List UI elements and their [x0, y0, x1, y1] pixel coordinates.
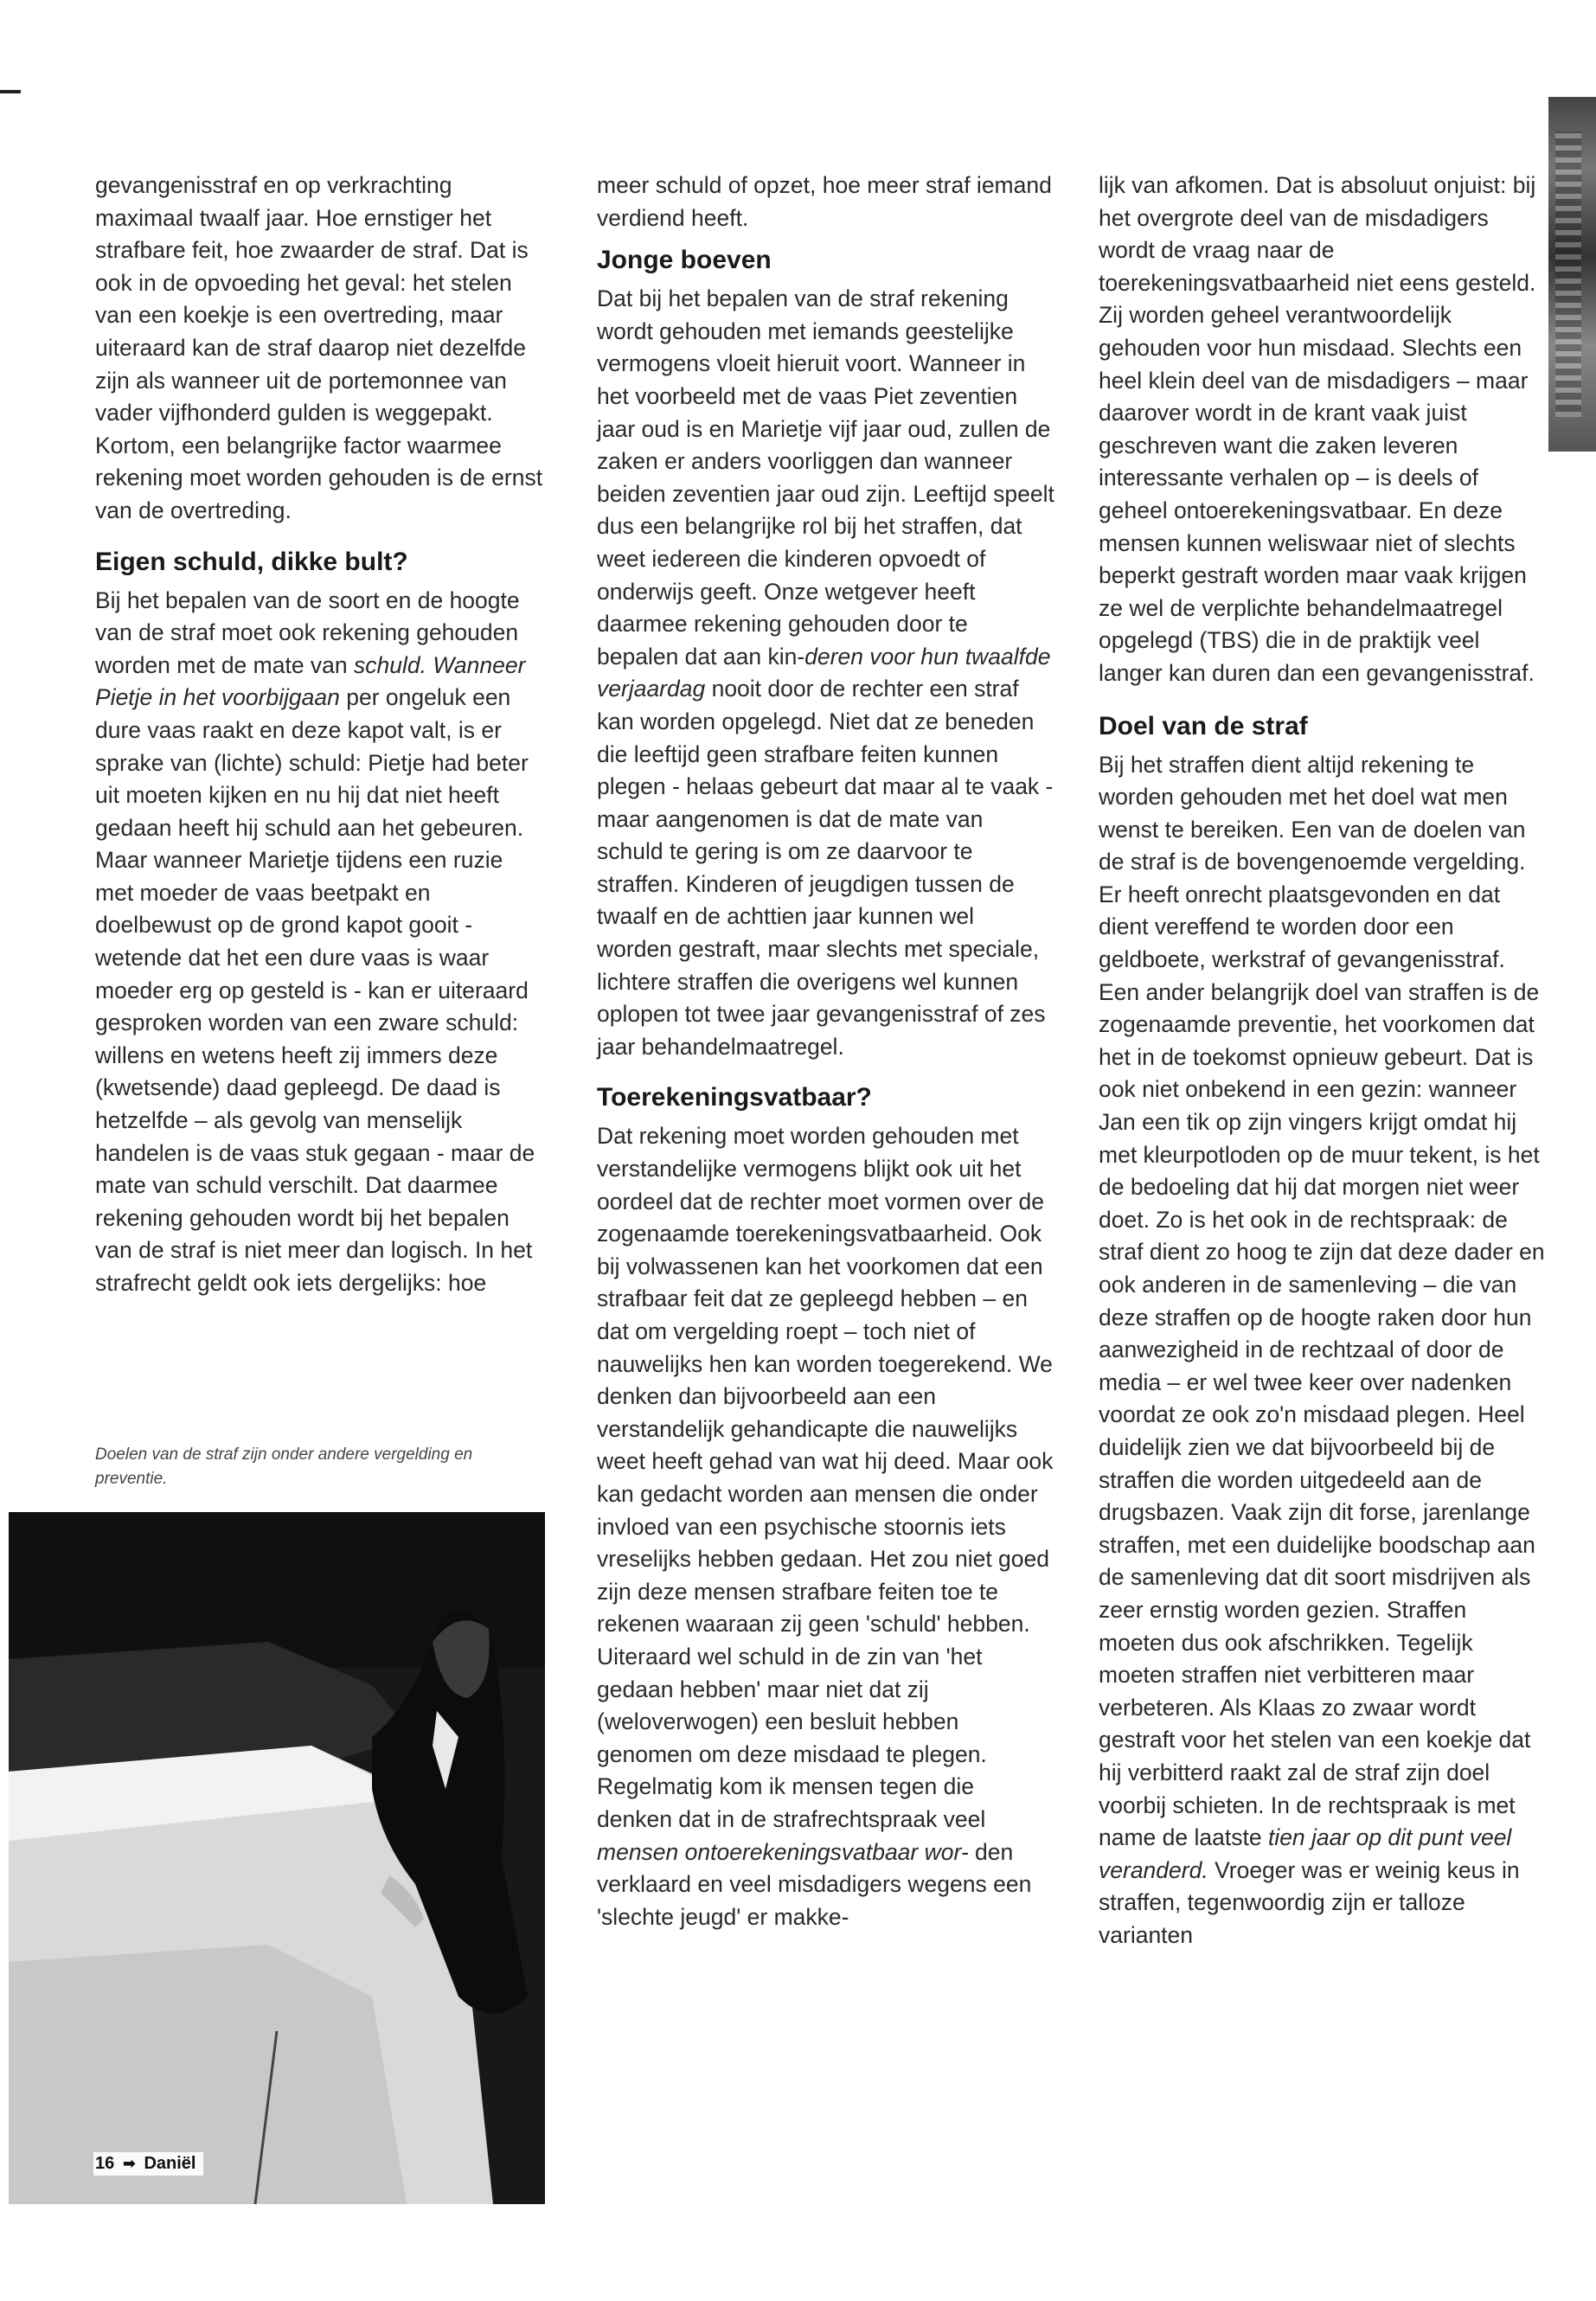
- italic-text-run: deren voor hun twaalfde verjaardag: [597, 643, 1051, 702]
- edge-photo-strip: [1548, 97, 1596, 452]
- page-number: 16: [95, 2154, 115, 2173]
- text-run: per ongeluk een dure vaas raakt en deze kapot valt, is er sprake van (lichte) schuld: Pietje had beter uit moeten kijken en nu hij dat niet heeft gedaan heeft hij schuld aan het gebeuren. Maar wanneer Marietje tijdens een ruzie met moeder de vaas beetpakt en doelbewust op de grond kapot gooit - wetende dat het een dure vaas is waar moeder erg op gesteld is - kan er uiteraard gesproken worden van een zware schuld: willens en wetens heeft zij immers deze (kwetsende) daad gepleegd. De daad is hetzelfde – als gevolg van menselijk handelen is de vaas stuk gegaan - maar de mate van schuld verschilt. Dat daarmee rekening gehouden wordt bij het bepalen van de straf is niet meer dan logisch. In het strafrecht geldt ook iets dergelijks: hoe: [95, 684, 535, 1296]
- text-run: Vroeger was er weinig keus in straffen, tegenwoordig zijn er talloze varianten: [1099, 1856, 1520, 1948]
- paragraph: lijk van afkomen. Dat is absoluut onjuist: bij het overgrote deel van de misdadigers wordt de vraag naar de toerekeningsvatbaarheid niet eens gesteld. Zij worden geheel verantwoordelijk gehouden voor hun misdaad. Slechts een heel klein deel van de misdadigers – maar daarover wordt in de krant vaak juist geschreven want die zaken leveren interessante verhalen op – is deels of geheel ontoerekeningsvatbaar. En deze mensen kunnen weliswaar niet of slechts beperkt gestraft worden maar vaak krijgen ze wel de verplichte behandelmaatregel opgelegd (TBS) die in de praktijk veel langer kan duren dan een gevangenisstraf.: [1099, 172, 1536, 686]
- italic-text-run: tien jaar op dit punt veel veranderd.: [1099, 1824, 1512, 1883]
- italic-text-run: mensen ontoerekeningsvatbaar wor-: [597, 1838, 969, 1865]
- paragraph: [597, 1120, 1055, 1933]
- text-column-2: [597, 170, 1055, 1933]
- paragraph: [95, 585, 545, 1300]
- photo-caption: Doelen van de straf zijn onder andere vergelding en preventie.: [95, 1445, 473, 1488]
- crop-mark: [0, 90, 21, 93]
- magazine-name: Daniël: [144, 2154, 196, 2173]
- text-run: Bij het bepalen van de soort en de hoogte van de straf moet ook rekening gehouden worden met de mate van: [95, 586, 520, 678]
- section-heading-doel-van-de-straf: Doel van de straf: [1099, 711, 1308, 740]
- section-heading-jonge-boeven: Jonge boeven: [597, 246, 772, 275]
- section-heading-eigen-schuld: Eigen schuld, dikke bult?: [95, 547, 408, 576]
- text-column-3: [1099, 170, 1548, 1952]
- page-footer: [93, 2152, 203, 2176]
- text-column-1: [95, 170, 545, 1300]
- photo-illustration: [9, 1512, 545, 2204]
- section-heading-toerekeningsvatbaar: Toerekeningsvatbaar?: [597, 1083, 872, 1112]
- text-run: den verklaard en veel misdadigers wegens een 'slechte jeugd' er makke-: [597, 1838, 1032, 1930]
- photo-arrest-scene: [9, 1512, 545, 2204]
- paragraph: [597, 283, 1055, 1063]
- text-run: Dat rekening moet worden gehouden met verstandelijke vermogens blijkt ook uit het oordeel dat de rechter moet vormen over de zogenaamde toerekeningsvatbaarheid. Ook bij volwassenen kan het voorkomen dat een strafbaar feit dat ze gepleegd hebben – en dat om vergelding roept – toch niet of nauwelijks hen kan worden toegerekend. We denken dan bijvoorbeeld aan een verstandelijk gehandicapte die nauwelijks weet heeft gehad van wat hij deed. Maar ook kan gedacht worden aan mensen die onder invloed van een psychische stoornis iets vreselijks hebben gedaan. Het zou niet goed zijn deze mensen strafbare feiten toe te rekenen waaraan zij geen 'schuld' hebben. Uiteraard wel schuld in de zin van 'het gedaan hebben' maar niet dat zij (weloverwogen) een besluit hebben genomen om deze misdaad te plegen. Regelmatig kom ik mensen tegen die denken dat in de strafrechtspraak veel: [597, 1123, 1054, 1832]
- arrow-right-icon: ➡: [122, 2155, 136, 2172]
- paragraph: meer schuld of opzet, hoe meer straf iemand verdiend heeft.: [597, 172, 1052, 231]
- text-run: nooit door de rechter een straf kan worden opgelegd. Niet dat ze beneden die leeftijd geen strafbare feiten kunnen plegen - helaas gebeurt dat maar al te vaak - maar aangenomen is dat de mate van schuld te gering is om ze daarvoor te straffen. Kinderen of jeugdigen tussen de twaalf en de achttien jaar kunnen wel worden gestraft, maar slechts met speciale, lichtere straffen die overigens wel kunnen oplopen tot twee jaar gevangenisstraf of zes jaar behandelmaatregel.: [597, 676, 1054, 1060]
- text-run: Bij het straffen dient altijd rekening te worden gehouden met het doel wat men wenst te bereiken. Een van de doelen van de straf is de bovengenoemde vergelding. Er heeft onrecht plaatsgevonden en dat dient vereffend te worden door een geldboete, werkstraf of gevangenisstraf. Een ander belangrijk doel van straffen is de zogenaamde preventie, het voorkomen dat het in de toekomst opnieuw gebeurt. Dat is ook niet onbekend in een gezin: wanneer Jan een tik op zijn vingers krijgt omdat hij met kleurpotloden op de muur tekent, is het de bedoeling dat hij dat morgen niet weer doet. Zo is het ook in de rechtspraak: de straf dient zo hoog te zijn dat deze dader en ook anderen in de samenleving – die van deze straffen op de hoogte raken door hun aanwezigheid in de rechtzaal of door de media – er wel twee keer over nadenken voordat ze ook zo'n misdaad plegen. Heel duidelijk zien we dat bijvoorbeeld bij de straffen die worden uitgedeeld aan de drugsbazen. Vaak zijn dit forse, jarenlange straffen, met een duidelijke boodschap aan de samenleving dat dit soort misdrijven als zeer ernstig worden gezien. Straffen moeten dus ook afschrikken. Tegelijk moeten straffen niet verbitteren maar verbeteren. Als Klaas zo zwaar wordt gestraft voor het stelen van een koekje dat hij verbitterd raakt zal de straf zijn doel voorbij schieten. In de rechtspraak is met name de laatste: [1099, 751, 1545, 1851]
- italic-text-run: schuld. Wanneer Pietje in het voorbijgaan: [95, 651, 526, 711]
- paragraph: [1099, 749, 1548, 1952]
- text-run: Dat bij het bepalen van de straf rekening wordt gehouden met iemands geestelijke vermogens vloeit hieruit voort. Wanneer in het voorbeeld met de vaas Piet zeventien jaar oud is en Marietje vijf jaar oud, zullen de zaken er anders voorliggen dan wanneer beiden zeventien jaar oud zijn. Leeftijd speelt dus een belangrijke rol bij het straffen, dat weet iedereen die kinderen opvoedt of onderwijs geeft. Onze wetgever heeft daarmee rekening gehouden door te bepalen dat aan kin-: [597, 285, 1054, 670]
- paragraph: gevangenisstraf en op verkrachting maximaal twaalf jaar. Hoe ernstiger het strafbare feit, hoe zwaarder de straf. Dat is ook in de opvoeding het geval: het stelen van een koekje is een overtreding, maar uiteraard kan de straf daarop niet dezelfde zijn als wanneer uit de portemonnee van vader vijfhonderd gulden is weggepakt. Kortom, een belangrijke factor waarmee rekening moet worden gehouden is de ernst van de overtreding.: [95, 172, 543, 523]
